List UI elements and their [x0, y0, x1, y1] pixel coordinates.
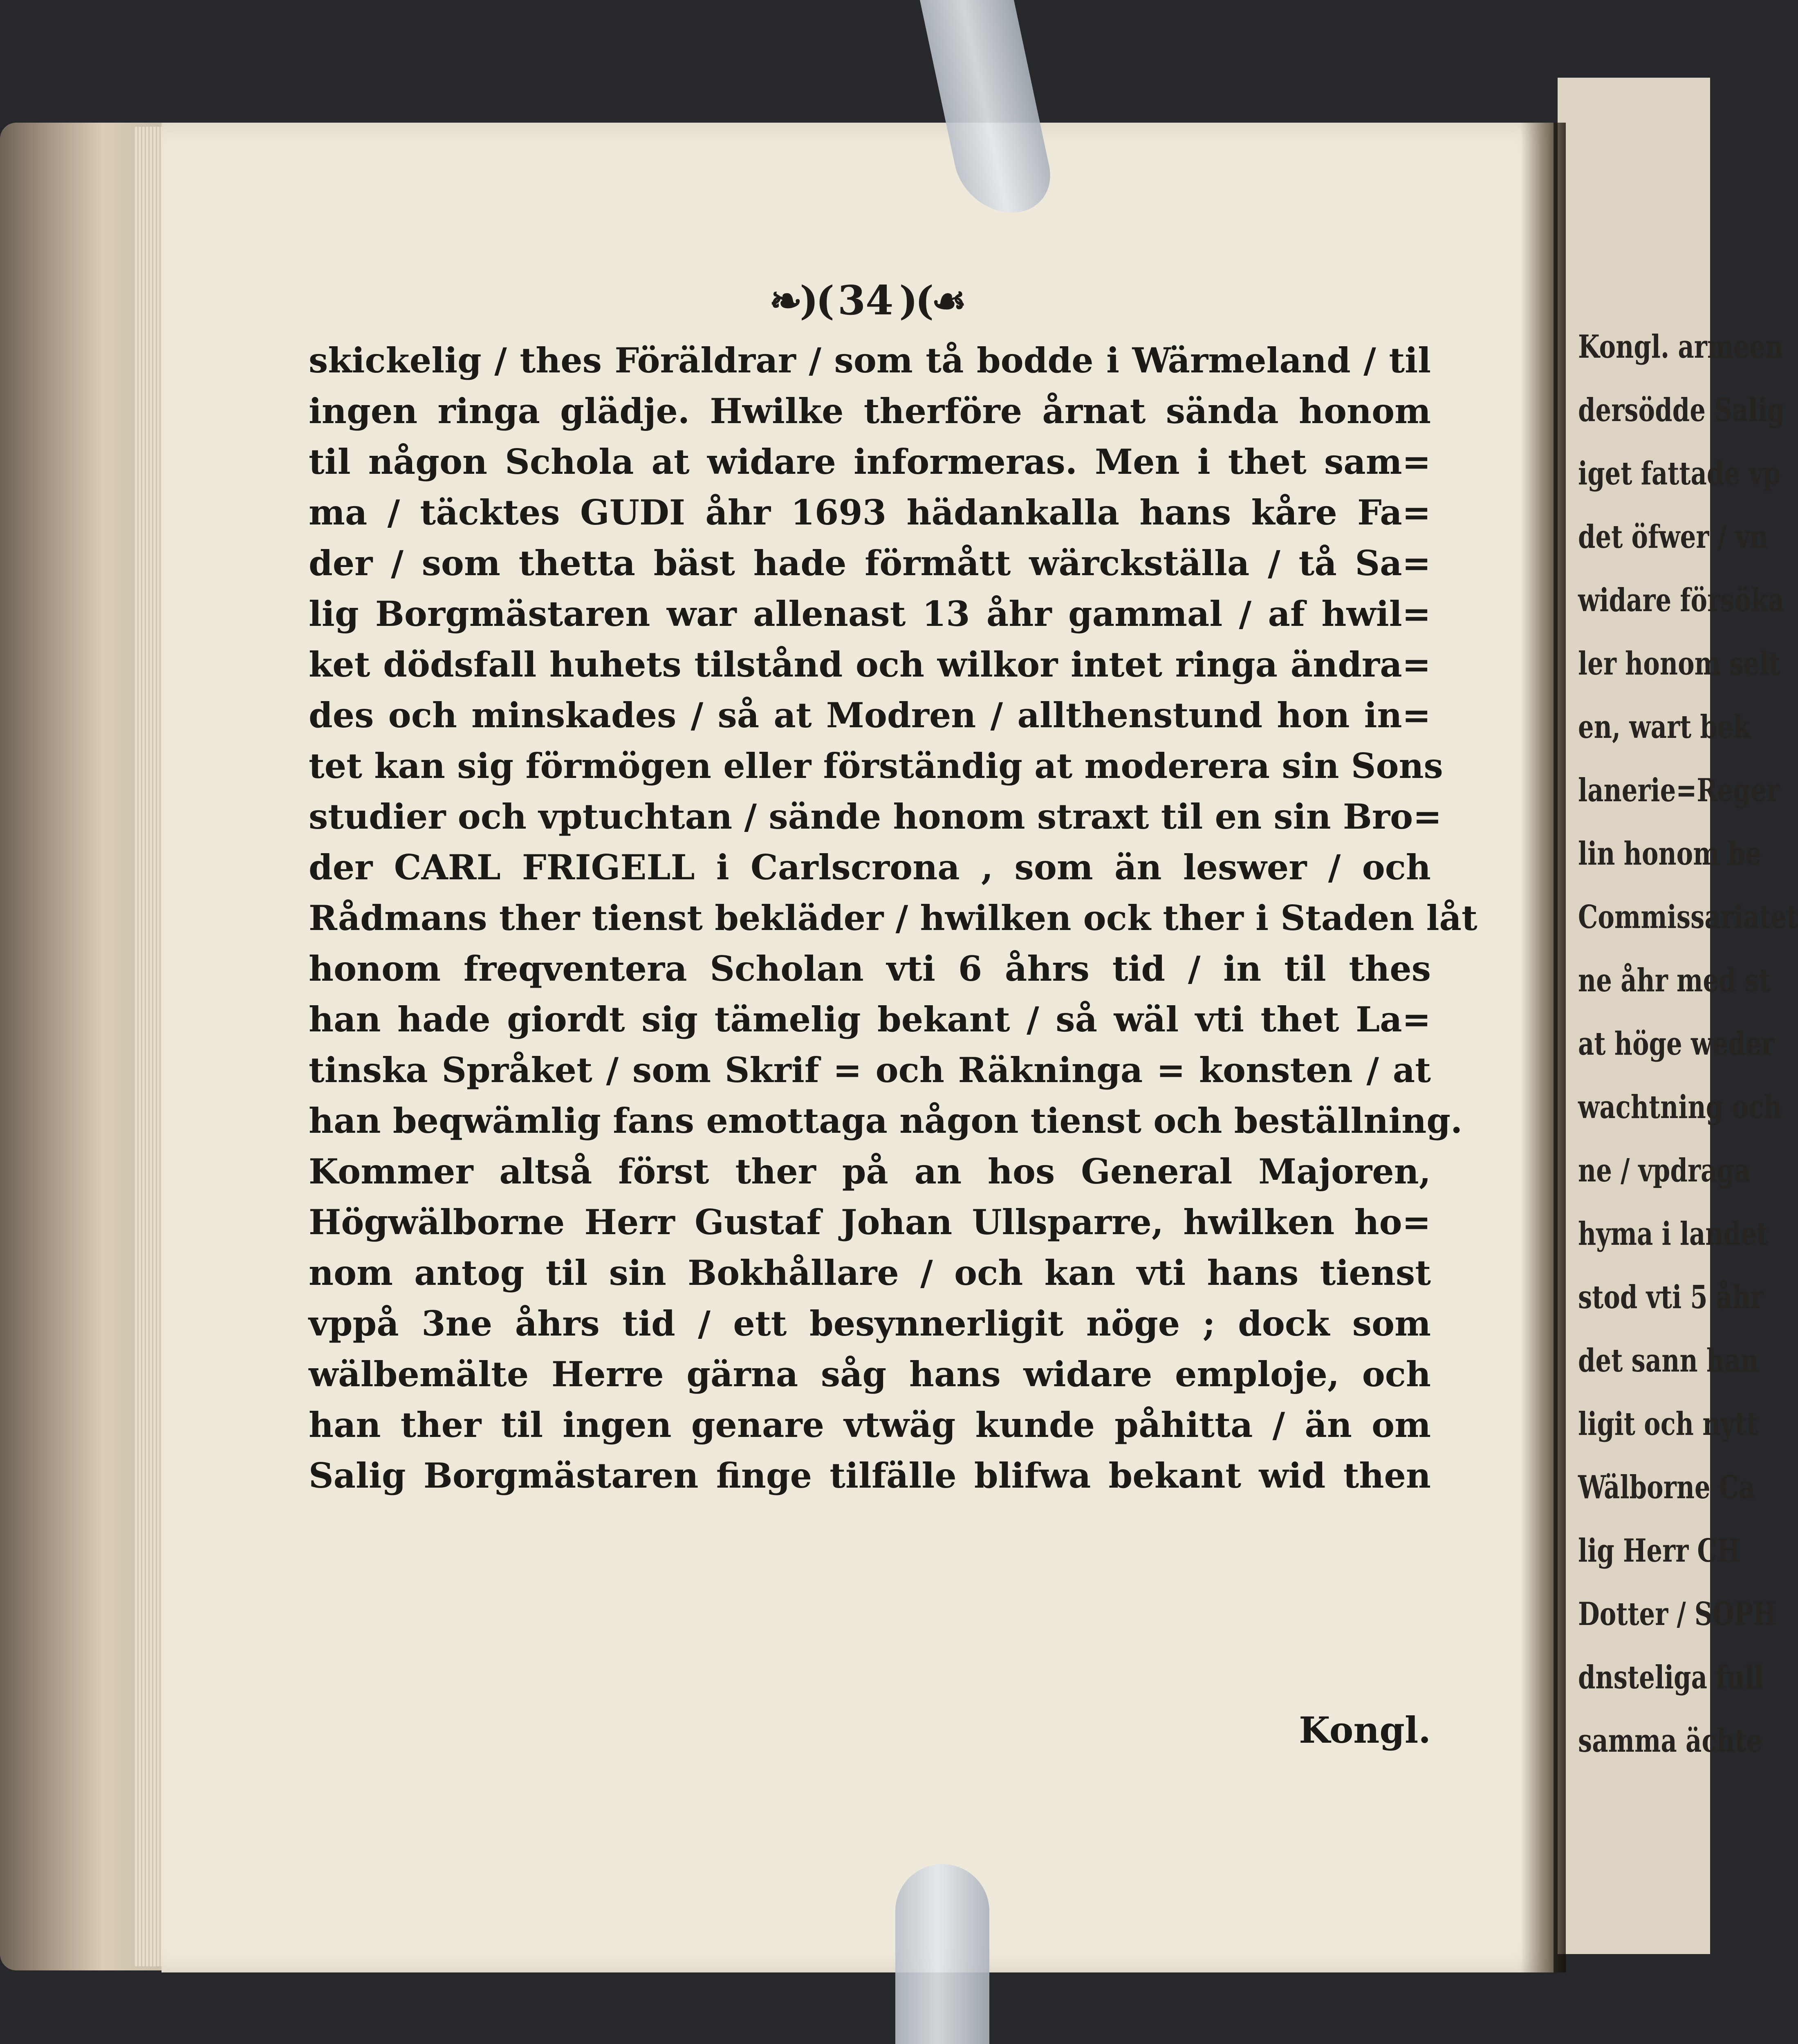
facing-line: hyma i landet — [1578, 1215, 1768, 1253]
header-ornament-left: ❧)( — [769, 277, 832, 324]
facing-line: Kongl. armeen — [1578, 328, 1783, 365]
facing-line: at höge weder — [1578, 1025, 1775, 1062]
text-line: der CARL FRIGELL i Carlscrona , som än leswer / och — [309, 847, 1431, 888]
facing-line: det sann han — [1578, 1342, 1759, 1379]
facing-line: ne / vpdraga — [1578, 1152, 1751, 1189]
page-number: 34 — [837, 277, 894, 324]
catchword: Kongl. — [1299, 1709, 1431, 1751]
text-line: han hade giordt sig tämelig bekant / så wäl vti thet La= — [309, 999, 1431, 1040]
facing-line: Wälborne Ca — [1578, 1469, 1755, 1506]
facing-line: wachtning och — [1578, 1089, 1782, 1126]
gutter-shadow — [1521, 123, 1566, 1972]
text-line: studier och vptuchtan / sände honom straxt til en sin Bro= — [309, 796, 1442, 837]
text-line: han ther til ingen genare vtwäg kunde påhitta / än om — [309, 1405, 1431, 1445]
text-line: Salig Borgmästaren finge tilfälle blifwa bekant wid then — [309, 1455, 1431, 1496]
text-line: tinska Språket / som Skrif = och Räkninga = konsten / at — [309, 1050, 1431, 1090]
text-line: til någon Schola at widare informeras. Men i thet sam= — [309, 442, 1431, 482]
text-line: Rådmans ther tienst bekläder / hwilken ock ther i Staden låt — [309, 898, 1477, 938]
facing-line: dnsteliga full — [1578, 1659, 1764, 1696]
page-clip-bottom — [895, 1864, 989, 2044]
facing-line: iget fattade vp — [1578, 455, 1781, 492]
text-line: der / som thetta bäst hade förmått wärckställa / tå Sa= — [309, 543, 1431, 583]
text-line: honom freqventera Scholan vti 6 åhrs tid / in til thes — [309, 948, 1431, 989]
facing-line: lin honom be — [1578, 835, 1762, 872]
page-body — [309, 335, 1477, 1501]
facing-line: lanerie=Reger — [1578, 772, 1780, 809]
text-line: Högwälborne Herr Gustaf Johan Ullsparre, hwilken ho= — [309, 1202, 1431, 1242]
text-line: ma / täcktes GUDI åhr 1693 hädankalla hans kåre Fa= — [309, 492, 1431, 533]
facing-page — [1558, 78, 1798, 1954]
facing-line: samma ächte — [1578, 1722, 1762, 1759]
facing-line: stod vti 5 åhr — [1578, 1279, 1764, 1316]
facing-line: en, wart bek — [1578, 708, 1751, 746]
text-line: ket dödsfall huhets tilstånd och wilkor intet ringa ändra= — [309, 644, 1431, 685]
facing-line: ler honom selt — [1578, 645, 1780, 682]
page-header — [720, 274, 1014, 327]
text-line: tet kan sig förmögen eller förständig at moderera sin Sons — [309, 746, 1443, 786]
text-line: Kommer altså först ther på an hos General Majoren, — [309, 1151, 1431, 1192]
text-line: han beqwämlig fans emottaga någon tienst och beställning. — [309, 1100, 1463, 1141]
facing-line: Dotter / SOPH — [1578, 1596, 1777, 1633]
text-line: ingen ringa glädje. Hwilke therföre årnat sända honom — [309, 391, 1431, 431]
facing-line: det öfwer / vn — [1578, 518, 1768, 556]
header-ornament-right: )(☙ — [899, 277, 964, 324]
text-line: nom antog til sin Bokhållare / och kan vti hans tienst — [309, 1253, 1431, 1293]
facing-line: ligit och nytt — [1578, 1405, 1758, 1443]
facing-line: ne åhr med st — [1578, 962, 1771, 999]
text-line: lig Borgmästaren war allenast 13 åhr gammal / af hwil= — [309, 594, 1431, 634]
text-line: skickelig / thes Föräldrar / som tå bodde i Wärmeland / til — [309, 340, 1431, 381]
facing-line: Commissariatet — [1578, 899, 1798, 936]
facing-line: widare försöka — [1578, 582, 1785, 619]
text-line: vppå 3ne åhrs tid / ett besynnerligit nöge ; dock som — [309, 1303, 1431, 1344]
text-line: wälbemälte Herre gärna såg hans widare emploje, och — [309, 1354, 1431, 1394]
facing-line: lig Herr CH — [1578, 1532, 1741, 1569]
facing-line: dersödde Salig — [1578, 392, 1785, 429]
text-line: des och minskades / så at Modren / allthenstund hon in= — [309, 695, 1431, 735]
